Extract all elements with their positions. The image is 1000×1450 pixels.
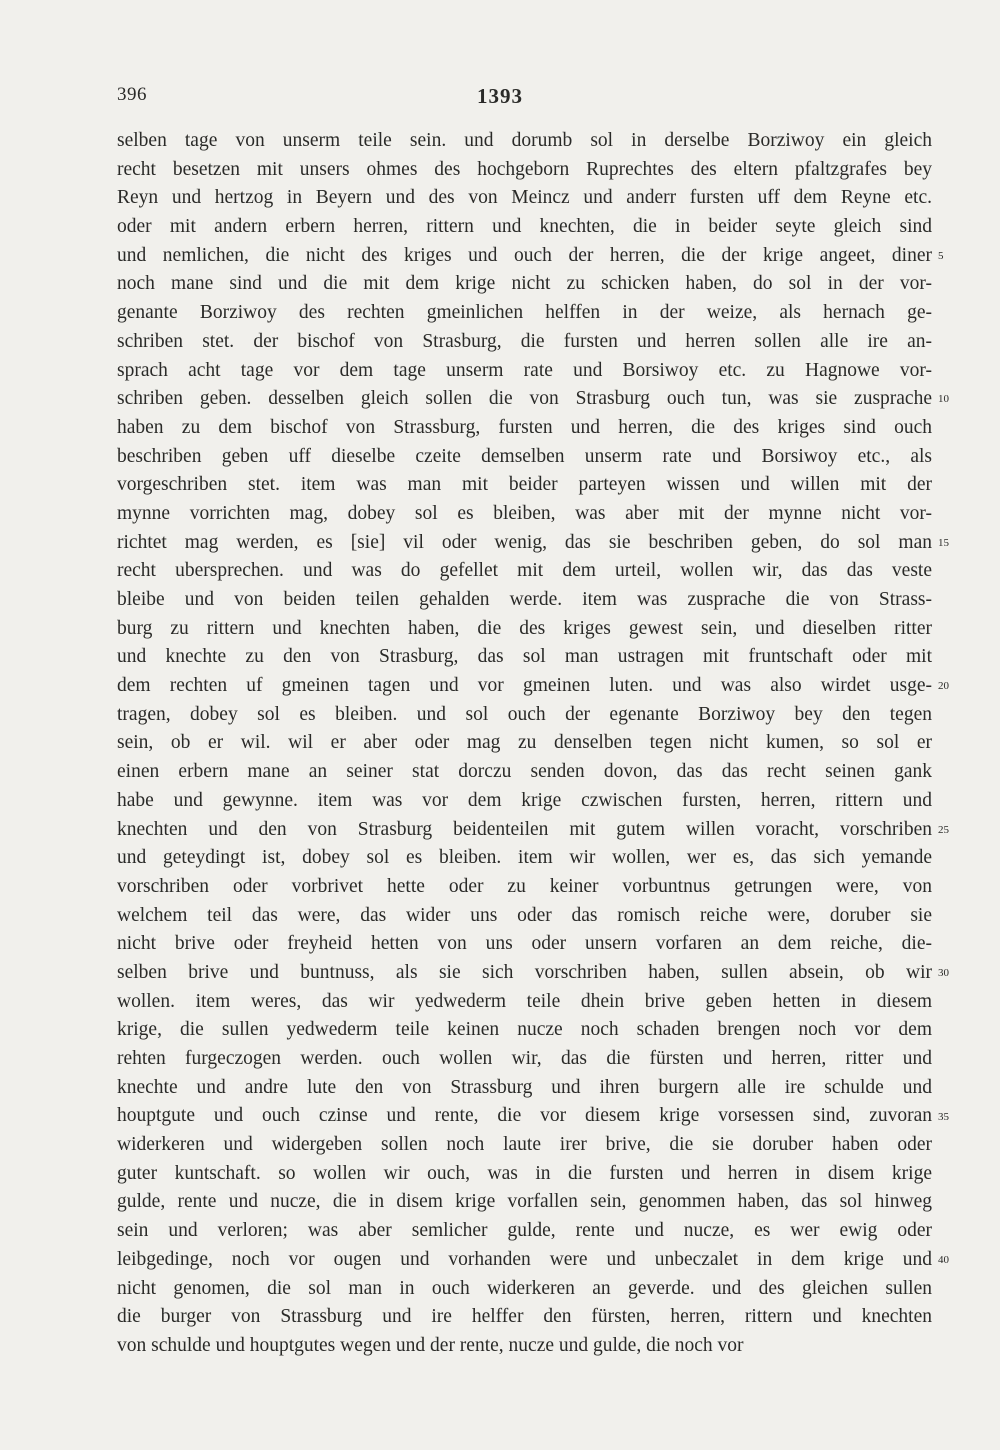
margin-line-number: 5 bbox=[938, 249, 944, 262]
text-line: vorschriben oder vorbrivet hette oder zu keiner vorbuntnus getrungen were, von bbox=[117, 875, 932, 897]
text-line: genante Borziwoy des rechten gmeinlichen helffen in der weize, als hernach ge- bbox=[117, 302, 932, 324]
margin-line-number: 40 bbox=[938, 1254, 949, 1267]
margin-line-number: 15 bbox=[938, 536, 949, 549]
body-text bbox=[117, 127, 932, 1361]
text-line: richtet mag werden, es [sie] vil oder wenig, das sie beschriben geben, do sol man bbox=[117, 531, 932, 553]
text-line: recht besetzen mit unsers ohmes des hochgeborn Ruprechtes des eltern pfaltzgrafes bey bbox=[117, 158, 932, 180]
margin-line-number: 25 bbox=[938, 823, 949, 836]
text-line: oder mit andern erbern herren, rittern und knechten, die in beider seyte gleich sind bbox=[117, 216, 932, 238]
text-line: widerkeren und widergeben sollen noch laute irer brive, die sie doruber haben oder bbox=[117, 1134, 932, 1156]
text-line: dem rechten uf gmeinen tagen und vor gmeinen luten. und was also wirdet usge- bbox=[117, 675, 932, 697]
text-line: welchem teil das were, das wider uns oder das romisch reiche were, doruber sie bbox=[117, 904, 932, 926]
running-head-year: 1393 bbox=[477, 84, 523, 108]
text-line: leibgedinge, noch vor ougen und vorhanden were und unbeczalet in dem krige und bbox=[117, 1248, 932, 1270]
text-line: wollen. item weres, das wir yedwederm teile dhein brive geben hetten in diesem bbox=[117, 990, 932, 1012]
text-line: Reyn und hertzog in Beyern und des von Meincz und anderr fursten uff dem Reyne etc. bbox=[117, 187, 932, 209]
text-line: sprach acht tage vor dem tage unserm rate und Borsiwoy etc. zu Hagnowe vor- bbox=[117, 359, 932, 381]
text-line: beschriben geben uff dieselbe czeite demselben unserm rate und Borsiwoy etc., als bbox=[117, 445, 932, 467]
text-line: recht ubersprechen. und was do gefellet mit dem urteil, wollen wir, das das veste bbox=[117, 560, 932, 582]
margin-line-number: 30 bbox=[938, 967, 949, 980]
text-line: mynne vorrichten mag, dobey sol es bleiben, was aber mit der mynne nicht vor- bbox=[117, 502, 932, 524]
text-line: bleibe und von beiden teilen gehalden werde. item was zusprache die von Strass- bbox=[117, 589, 932, 610]
text-line: habe und gewynne. item was vor dem krige czwischen fursten, herren, rittern und bbox=[117, 789, 932, 811]
text-line: und geteydingt ist, dobey sol es bleiben. item wir wollen, wer es, das sich yemande bbox=[117, 847, 932, 869]
text-line: gulde, rente und nucze, die in disem krige vorfallen sein, genommen haben, das sol hinweg bbox=[117, 1191, 932, 1213]
page-number: 396 bbox=[117, 84, 147, 105]
text-line: sein und verloren; was aber semlicher gulde, rente und nucze, es wer ewig oder bbox=[117, 1220, 932, 1242]
text-line: und knechte zu den von Strasburg, das sol man ustragen mit fruntschaft oder mit bbox=[117, 646, 932, 668]
text-line: einen erbern mane an seiner stat dorczu senden dovon, das das recht seinen gank bbox=[117, 761, 932, 783]
text-line: nicht brive oder freyheid hetten von uns oder unsern vorfaren an dem reiche, die- bbox=[117, 933, 932, 955]
text-line: noch mane sind und die mit dem krige nicht zu schicken haben, do sol in der vor- bbox=[117, 273, 932, 295]
text-line: und nemlichen, die nicht des kriges und ouch der herren, die der krige angeet, diner bbox=[117, 244, 932, 266]
text-line: knechte und andre lute den von Strassburg und ihren burgern alle ire schulde und bbox=[117, 1076, 932, 1098]
text-line: tragen, dobey sol es bleiben. und sol ouch der egenante Borziwoy bey den tegen bbox=[117, 703, 932, 725]
text-line: guter kuntschaft. so wollen wir ouch, was in die fursten und herren in disem krige bbox=[117, 1162, 932, 1184]
margin-line-number: 10 bbox=[938, 393, 949, 406]
text-line: vorgeschriben stet. item was man mit beider parteyen wissen und willen mit der bbox=[117, 474, 932, 496]
text-line: haben zu dem bischof von Strassburg, fursten und herren, die des kriges sind ouch bbox=[117, 416, 932, 438]
text-line: schriben stet. der bischof von Strasburg, die fursten und herren sollen alle ire an- bbox=[117, 330, 932, 352]
text-line: selben brive und buntnuss, als sie sich vorschriben haben, sullen absein, ob wir bbox=[117, 961, 932, 983]
text-line: sein, ob er wil. wil er aber oder mag zu denselben tegen nicht kumen, so sol er bbox=[117, 732, 932, 754]
margin-line-number: 35 bbox=[938, 1110, 949, 1123]
text-line: rehten furgeczogen werden. ouch wollen wir, das die fürsten und herren, ritter und bbox=[117, 1048, 932, 1069]
text-line: krige, die sullen yedwederm teile keinen nucze noch schaden brengen noch vor dem bbox=[117, 1019, 932, 1041]
text-line: die burger von Strassburg und ire helffer den fürsten, herren, rittern und knechten bbox=[117, 1306, 932, 1328]
text-line: nicht genomen, die sol man in ouch widerkeren an geverde. und des gleichen sullen bbox=[117, 1277, 932, 1299]
text-line: selben tage von unserm teile sein. und dorumb sol in derselbe Borziwoy ein gleich bbox=[117, 130, 932, 151]
text-line: burg zu rittern und knechten haben, die des kriges gewest sein, und dieselben ritter bbox=[117, 617, 932, 639]
text-line: schriben geben. desselben gleich sollen die von Strasburg ouch tun, was sie zusprache bbox=[117, 388, 932, 410]
text-line: von schulde und houptgutes wegen und der rente, nucze und gulde, die noch vor bbox=[117, 1334, 744, 1356]
text-line: knechten und den von Strasburg beidenteilen mit gutem willen voracht, vorschriben bbox=[117, 818, 932, 840]
text-line: houptgute und ouch czinse und rente, die vor diesem krige vorsessen sind, zuvoran bbox=[117, 1105, 932, 1127]
margin-line-number: 20 bbox=[938, 680, 949, 693]
